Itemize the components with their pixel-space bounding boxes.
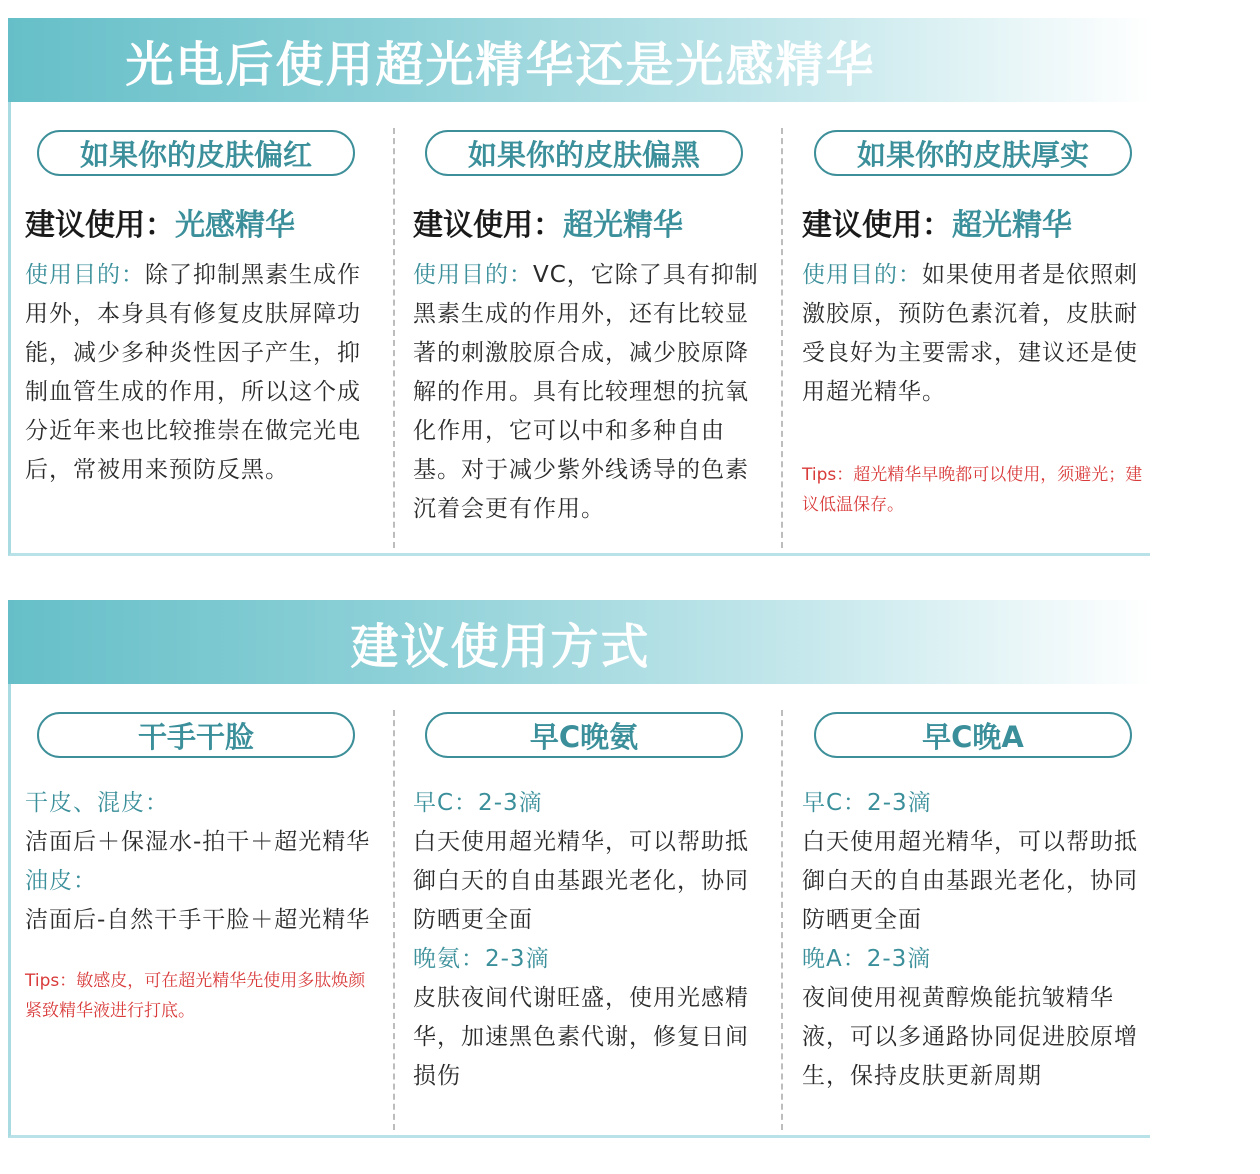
column-dark-skin xyxy=(413,130,763,529)
purpose-text: 除了抑制黑素生成作用外，本身具有修复皮肤屏障功能，减少多种炎性因子产生，抑制血管生成的作用，所以这个成分近年来也比较推崇在做完光电后，常被用来预防反黑。 xyxy=(25,262,361,483)
skin-type-label: 干皮、混皮： xyxy=(25,790,169,816)
step-text: 皮肤夜间代谢旺盛，使用光感精华，加速黑色素代谢，修复日间损伤 xyxy=(413,985,749,1089)
step-text: 白天使用超光精华，可以帮助抵御白天的自由基跟光老化，协同防晒更全面 xyxy=(413,829,749,933)
dosage-label: 晚A：2-3滴 xyxy=(802,946,932,972)
recommend-prefix: 建议使用： xyxy=(802,208,952,243)
purpose-paragraph xyxy=(25,256,375,490)
method-steps xyxy=(25,784,375,940)
skin-type-label: 油皮： xyxy=(25,868,97,894)
recommendation xyxy=(802,200,1152,244)
purpose-label: 使用目的： xyxy=(413,262,533,288)
method-pill: 干手干脸 xyxy=(37,712,355,758)
column-red-skin xyxy=(25,130,375,490)
dosage-label: 早C：2-3滴 xyxy=(802,790,932,816)
dosage-label: 早C：2-3滴 xyxy=(413,790,543,816)
section-title: 光电后使用超光精华还是光感精华 xyxy=(125,36,876,93)
recommend-prefix: 建议使用： xyxy=(25,208,175,243)
dosage-label: 晚氨：2-3滴 xyxy=(413,946,550,972)
method-pill: 早C晚氨 xyxy=(425,712,743,758)
recommend-product: 超光精华 xyxy=(563,208,683,243)
column-thick-skin xyxy=(802,130,1152,520)
section-title: 建议使用方式 xyxy=(350,618,651,675)
purpose-paragraph xyxy=(413,256,763,529)
purpose-label: 使用目的： xyxy=(25,262,145,288)
method-steps xyxy=(802,784,1152,1096)
skin-type-pill: 如果你的皮肤厚实 xyxy=(814,130,1132,176)
section-banner xyxy=(8,18,1153,102)
skin-type-pill: 如果你的皮肤偏黑 xyxy=(425,130,743,176)
recommend-product: 光感精华 xyxy=(175,208,295,243)
column-divider xyxy=(781,128,783,548)
recommendation xyxy=(413,200,763,244)
column-divider xyxy=(781,710,783,1130)
method-steps xyxy=(413,784,763,1096)
skin-type-pill: 如果你的皮肤偏红 xyxy=(37,130,355,176)
step-text: 白天使用超光精华，可以帮助抵御白天的自由基跟光老化，协同防晒更全面 xyxy=(802,829,1138,933)
purpose-label: 使用目的： xyxy=(802,262,922,288)
usage-section xyxy=(8,600,1150,1138)
comparison-section xyxy=(8,18,1150,556)
method-pill: 早C晚A xyxy=(814,712,1132,758)
tip-note: Tips：敏感皮，可在超光精华先使用多肽焕颜紧致精华液进行打底。 xyxy=(25,971,366,1021)
column-morning-c-night-a xyxy=(802,712,1152,1096)
purpose-text: 如果使用者是依照刺激胶原，预防色素沉着，皮肤耐受良好为主要需求，建议还是使用超光精华。 xyxy=(802,262,1138,405)
section-banner xyxy=(8,600,1153,684)
purpose-paragraph xyxy=(802,256,1152,412)
recommend-product: 超光精华 xyxy=(952,208,1072,243)
column-morning-c-night-amino xyxy=(413,712,763,1096)
tip-note: Tips：超光精华早晚都可以使用，须避光；建议低温保存。 xyxy=(802,465,1143,515)
column-divider xyxy=(393,128,395,548)
column-dry-hands-face xyxy=(25,712,375,1026)
column-divider xyxy=(393,710,395,1130)
step-text: 夜间使用视黄醇焕能抗皱精华液，可以多通路协同促进胶原增生，保持皮肤更新周期 xyxy=(802,985,1138,1089)
step-text: 洁面后＋保湿水-拍干＋超光精华 xyxy=(25,829,371,855)
recommend-prefix: 建议使用： xyxy=(413,208,563,243)
purpose-text: VC，它除了具有抑制黑素生成的作用外，还有比较显著的刺激胶原合成，减少胶原降解的作用。具有比较理想的抗氧化作用，它可以中和多种自由基。对于减少紫外线诱导的色素沉着会更有作用。 xyxy=(413,262,759,522)
step-text: 洁面后-自然干手干脸＋超光精华 xyxy=(25,907,371,933)
recommendation xyxy=(25,200,375,244)
